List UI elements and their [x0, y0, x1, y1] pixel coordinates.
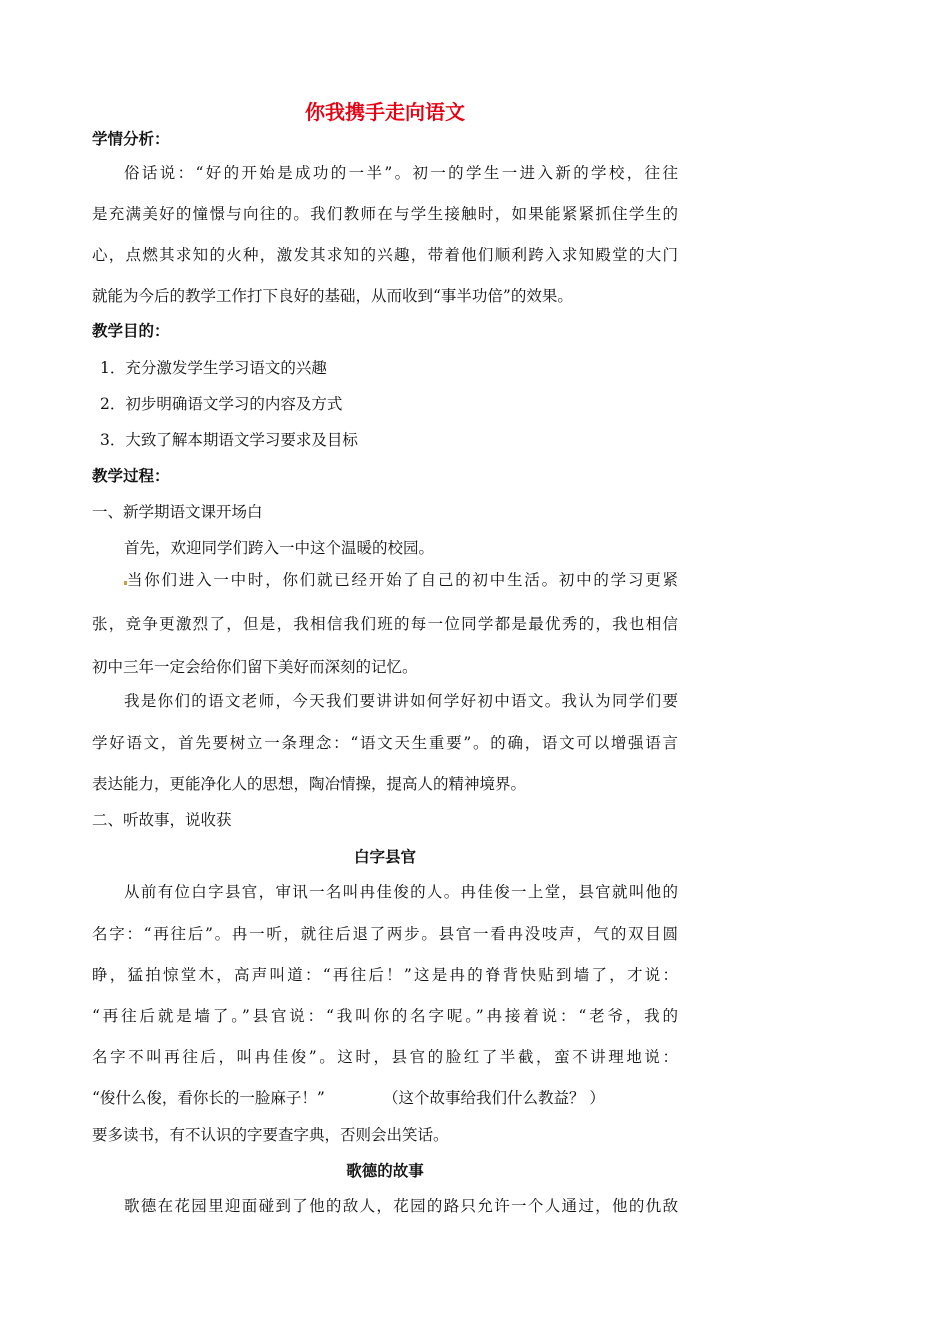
story-one-line-6: “俊什么俊，看你长的一脸麻子！” [92, 1089, 325, 1107]
document-title: 你我携手走向语文 [305, 100, 465, 124]
story-one-line-2: 名字：“再往后”。冉一听，就往后退了两步。县官一看冉没吱声，气的双目圆 [92, 925, 678, 943]
story-one-title: 白字县官 [353, 848, 416, 866]
section-heading-analysis: 学情分析： [92, 130, 170, 148]
middle-school-line-2: 张，竞争更激烈了，但是，我相信我们班的每一位同学都是最优秀的，我也相信 [92, 615, 678, 633]
story-one-lesson: 要多读书，有不认识的字要查字典，否则会出笑话。 [92, 1126, 449, 1144]
story-one-line-5: 名字不叫再往后，叫冉佳俊”。这时，县官的脸红了半截，蛮不讲理地说： [92, 1048, 678, 1066]
story-one-line-3: 睁，猛拍惊堂木，高声叫道：“再往后！”这是冉的脊背快贴到墙了，才说： [92, 966, 678, 984]
story-one-question: （这个故事给我们什么教益？ ） [383, 1089, 605, 1107]
middle-school-line-3: 初中三年一定会给你们留下美好而深刻的记忆。 [92, 658, 418, 676]
section-heading-process: 教学过程： [92, 467, 170, 485]
analysis-line-4: 就能为今后的教学工作打下良好的基础，从而收到“事半功倍”的效果。 [92, 287, 573, 305]
analysis-line-2: 是充满美好的憧憬与向往的。我们教师在与学生接触时，如果能紧紧抓住学生的 [92, 205, 678, 223]
goal-item-3: 3．大致了解本期语文学习要求及目标 [100, 431, 358, 449]
story-one-line-1: 从前有位白字县官，审讯一名叫冉佳俊的人。冉佳俊一上堂，县官就叫他的 [124, 883, 678, 901]
analysis-line-1: 俗话说：“好的开始是成功的一半”。初一的学生一进入新的学校，往往 [124, 164, 678, 182]
story-one-line-4: “再往后就是墙了。”县官说：“我叫你的名字呢。”冉接着说：“老爷，我的 [92, 1007, 678, 1025]
analysis-line-3: 心，点燃其求知的火种，激发其求知的兴趣，带着他们顺利跨入求知殿堂的大门 [92, 246, 678, 264]
teacher-line-1: 我是你们的语文老师，今天我们要讲讲如何学好初中语文。我认为同学们要 [124, 692, 678, 710]
story-two-line-1: 歌德在花园里迎面碰到了他的敌人，花园的路只允许一个人通过，他的仇敌 [124, 1197, 678, 1215]
goal-item-2: 2．初步明确语文学习的内容及方式 [100, 395, 343, 413]
teacher-line-2: 学好语文，首先要树立一条理念：“语文天生重要”。的确，语文可以增强语言 [92, 734, 678, 752]
part-one-heading: 一、新学期语文课开场白 [92, 503, 263, 521]
section-heading-goals: 教学目的： [92, 322, 170, 340]
middle-school-line-1: 当你们进入一中时，你们就已经开始了自己的初中生活。初中的学习更紧 [127, 571, 678, 589]
welcome-paragraph: 首先，欢迎同学们跨入一中这个温暖的校园。 [124, 539, 435, 557]
teacher-line-3: 表达能力，更能净化人的思想，陶冶情操，提高人的精神境界。 [92, 775, 527, 793]
story-two-title: 歌德的故事 [346, 1162, 424, 1180]
goal-item-1: 1．充分激发学生学习语文的兴趣 [100, 359, 327, 377]
part-two-heading: 二、听故事，说收获 [92, 811, 232, 829]
